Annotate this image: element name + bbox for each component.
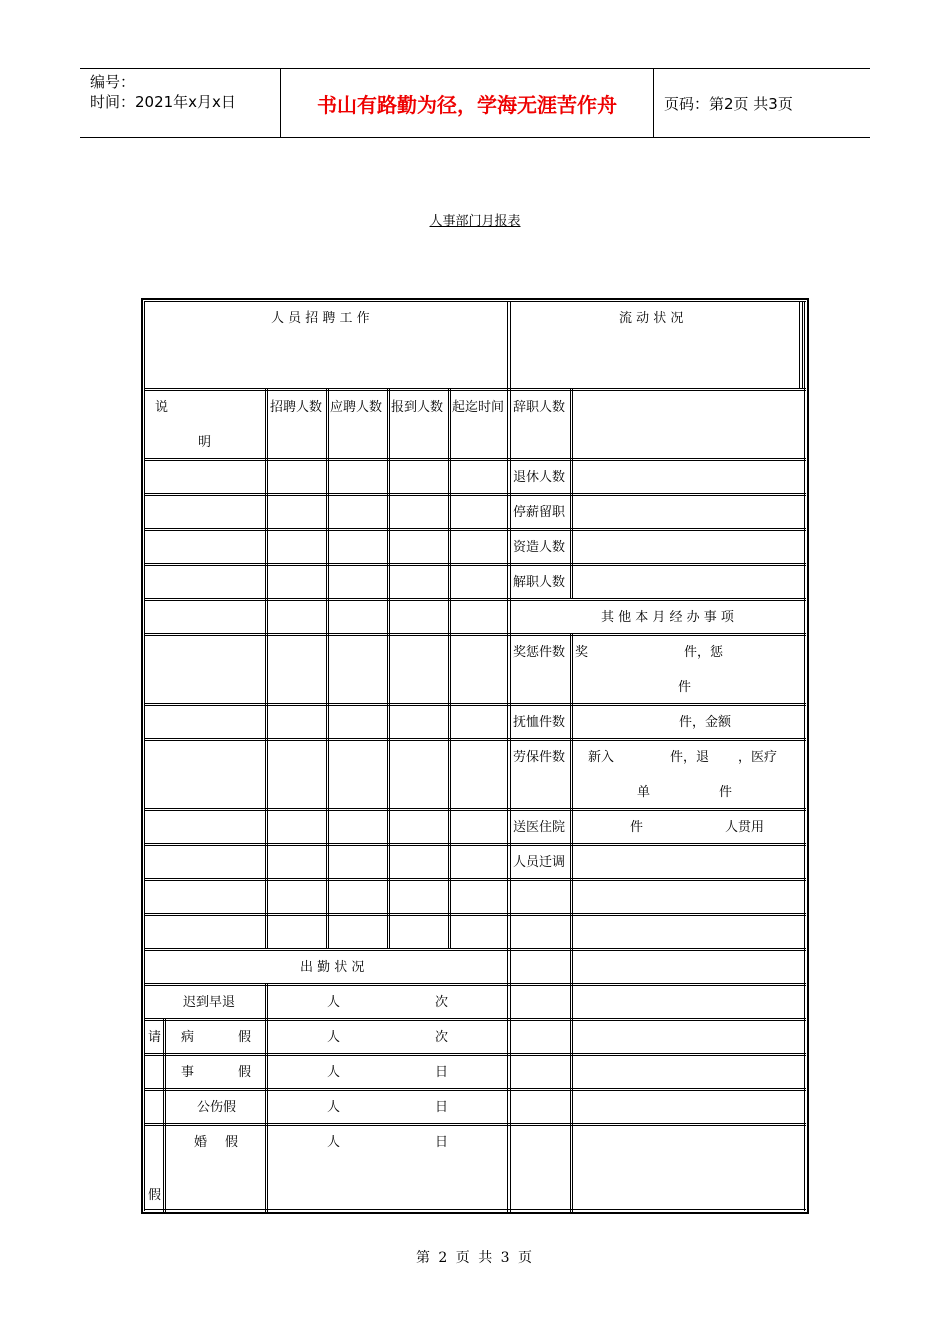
grid-line xyxy=(144,563,806,564)
grid-line xyxy=(570,878,571,1214)
grid-line xyxy=(144,740,806,741)
grid-line xyxy=(144,1053,806,1054)
grid-line xyxy=(570,633,571,878)
grid-line xyxy=(141,1212,809,1214)
grid-line xyxy=(144,301,806,302)
desc-label-1: 说 xyxy=(155,400,169,415)
sick-1: 病 xyxy=(181,1030,195,1045)
other-header: 其 他 本 月 经 办 事 项 xyxy=(601,610,734,625)
leave-label-2: 假 xyxy=(148,1188,162,1203)
grid-line xyxy=(448,388,449,948)
personal-unit-day: 日 xyxy=(435,1065,449,1080)
labor-v3: ，医疗 xyxy=(738,750,778,765)
grid-line xyxy=(144,950,806,951)
labor-v1: 新入 xyxy=(588,750,615,765)
grid-line xyxy=(144,530,806,531)
marriage-unit-person: 人 xyxy=(327,1135,341,1150)
page-header xyxy=(80,68,870,138)
sick-unit-times: 次 xyxy=(435,1030,449,1045)
grid-line xyxy=(799,301,800,388)
col-hired: 招聘人数 xyxy=(270,400,323,415)
col-period: 起迄时间 xyxy=(452,400,505,415)
grid-line xyxy=(144,810,806,811)
grid-line xyxy=(326,388,327,948)
label-resign: 辞职人数 xyxy=(513,400,566,415)
grid-line xyxy=(144,738,806,739)
grid-line xyxy=(144,913,806,914)
grid-line xyxy=(144,1209,806,1210)
grid-line xyxy=(144,983,806,984)
grid-line xyxy=(144,843,806,844)
leave-label-1: 请 xyxy=(148,1030,162,1045)
grid-line xyxy=(144,633,806,634)
time-label: 时间：2021年x月x日 xyxy=(90,93,236,111)
grid-line xyxy=(450,388,451,948)
grid-line xyxy=(144,1055,806,1056)
grid-line xyxy=(144,390,806,391)
grid-line xyxy=(572,633,573,878)
col-applied: 应聘人数 xyxy=(330,400,383,415)
col-reported: 报到人数 xyxy=(391,400,444,415)
grid-line xyxy=(144,1123,806,1124)
grid-line xyxy=(144,703,806,704)
sick-unit-person: 人 xyxy=(327,1030,341,1045)
header-meta xyxy=(80,69,281,137)
grid-line xyxy=(570,388,571,598)
grid-line xyxy=(387,388,388,948)
label-fired: 解职人数 xyxy=(513,575,566,590)
reward-v3: 件 xyxy=(678,680,692,695)
label-late: 迟到早退 xyxy=(183,995,236,1010)
personal-1: 事 xyxy=(181,1065,195,1080)
grid-line xyxy=(144,1020,806,1021)
grid-line xyxy=(144,1125,806,1126)
labor-v5: 件 xyxy=(719,785,733,800)
injury-unit-person: 人 xyxy=(327,1100,341,1115)
grid-line xyxy=(144,948,806,949)
grid-line xyxy=(507,388,508,1214)
grid-line xyxy=(572,878,573,1214)
label-retire: 退休人数 xyxy=(513,470,566,485)
personal-2: 假 xyxy=(238,1065,252,1080)
relief-v: 件，金额 xyxy=(679,715,732,730)
grid-line xyxy=(265,983,266,1214)
report-title-text: 人事部门月报表 xyxy=(429,214,521,229)
grid-line xyxy=(144,301,145,1211)
grid-line xyxy=(144,635,806,636)
grid-line xyxy=(267,388,268,948)
injury-unit-day: 日 xyxy=(435,1100,449,1115)
grid-line xyxy=(141,298,809,300)
grid-line xyxy=(572,388,573,598)
grid-line xyxy=(144,388,806,389)
grid-line xyxy=(144,880,806,881)
page-footer: 第 2 页 共 3 页 xyxy=(415,1250,535,1266)
grid-line xyxy=(163,1018,164,1214)
grid-line xyxy=(265,388,266,948)
hospital-v1: 件 xyxy=(630,820,644,835)
grid-line xyxy=(144,495,806,496)
grid-line xyxy=(807,298,809,1214)
grid-line xyxy=(141,298,143,1214)
grid-line xyxy=(144,705,806,706)
label-injury: 公伤假 xyxy=(197,1100,237,1115)
grid-line xyxy=(144,565,806,566)
flow-header: 流 动 状 况 xyxy=(619,311,684,326)
desc-label-2: 明 xyxy=(198,435,212,450)
label-suspend: 停薪留职 xyxy=(513,505,566,520)
report-title xyxy=(0,210,950,229)
label-dismiss-cap: 资造人数 xyxy=(513,540,566,555)
grid-line xyxy=(328,388,329,948)
grid-line xyxy=(802,301,803,388)
grid-line xyxy=(507,301,508,388)
grid-line xyxy=(510,301,511,388)
grid-line xyxy=(144,600,806,601)
report-form xyxy=(141,298,809,1214)
marriage-unit-day: 日 xyxy=(435,1135,449,1150)
grid-line xyxy=(144,493,806,494)
reward-v1: 奖 xyxy=(575,645,589,660)
grid-line xyxy=(144,845,806,846)
labor-v2: 件，退 xyxy=(670,750,710,765)
attend-header: 出 勤 状 况 xyxy=(300,960,365,975)
grid-line xyxy=(144,460,806,461)
reward-v2: 件，惩 xyxy=(684,645,724,660)
sick-2: 假 xyxy=(238,1030,252,1045)
label-labor: 劳保件数 xyxy=(513,750,566,765)
grid-line xyxy=(144,808,806,809)
grid-line xyxy=(267,983,268,1214)
grid-line xyxy=(144,1088,806,1089)
marriage-2: 假 xyxy=(225,1135,239,1150)
late-unit-times: 次 xyxy=(435,995,449,1010)
grid-line xyxy=(144,1090,806,1091)
grid-line xyxy=(165,1018,166,1214)
personal-unit-person: 人 xyxy=(327,1065,341,1080)
serial-label: 编号： xyxy=(90,73,136,91)
label-relief: 抚恤件数 xyxy=(513,715,566,730)
hospital-v2: 人贯用 xyxy=(725,820,765,835)
grid-line xyxy=(144,528,806,529)
label-hospital: 送医住院 xyxy=(513,820,566,835)
grid-line xyxy=(144,458,806,459)
late-unit-person: 人 xyxy=(327,995,341,1010)
grid-line xyxy=(144,1018,806,1019)
marriage-1: 婚 xyxy=(194,1135,208,1150)
label-reward: 奖惩件数 xyxy=(513,645,566,660)
header-motto: 书山有路勤为径，学海无涯苦作舟 xyxy=(281,69,654,137)
grid-line xyxy=(804,301,805,1211)
labor-v4: 单 xyxy=(637,785,651,800)
grid-line xyxy=(144,985,806,986)
grid-line xyxy=(144,915,806,916)
grid-line xyxy=(144,598,806,599)
grid-line xyxy=(389,388,390,948)
recruit-header: 人 员 招 聘 工 作 xyxy=(271,311,370,326)
label-transfer: 人员迁调 xyxy=(513,855,566,870)
grid-line xyxy=(510,388,511,1214)
page-info: 页码：第2页 共3页 xyxy=(664,94,793,113)
grid-line xyxy=(144,878,806,879)
